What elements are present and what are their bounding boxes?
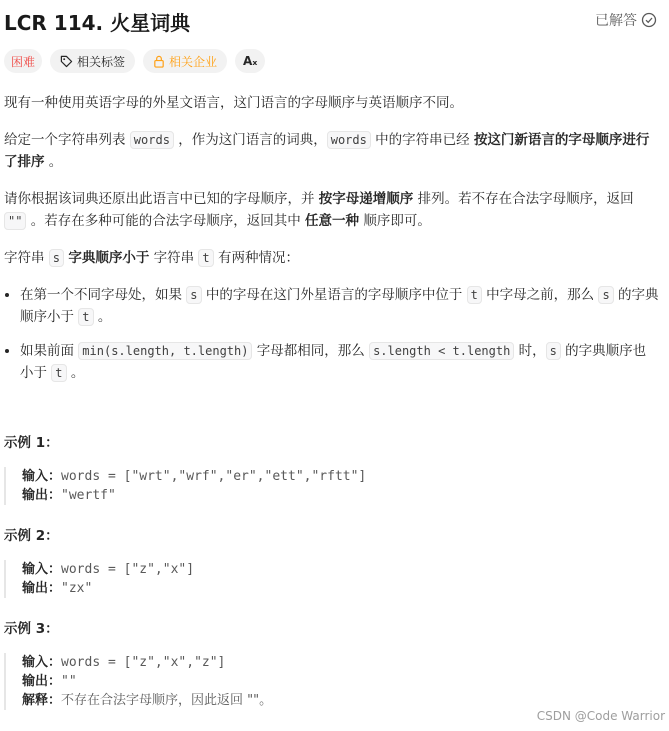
inline-code: t xyxy=(198,249,213,267)
check-circle-icon xyxy=(641,12,657,28)
inline-code: t xyxy=(78,308,93,326)
text: 。 xyxy=(66,365,85,381)
text: 时， xyxy=(514,343,546,359)
watermark: CSDN @Code Warrior xyxy=(536,709,665,723)
translate-icon: Aₓ xyxy=(243,54,258,68)
example-3-output: "" xyxy=(61,674,77,689)
text: 给定一个字符串列表 xyxy=(4,132,130,148)
text: 中的字符串已经 xyxy=(370,132,474,148)
topics-tag-label: 相关标签 xyxy=(77,54,126,69)
example-3-input: words = ["z","x","z"] xyxy=(61,655,226,670)
text: 的字典顺序也小于 xyxy=(20,343,647,381)
example-3-explanation: 不存在合法字母顺序，因此返回 ""。 xyxy=(61,693,273,708)
inline-code: t xyxy=(51,364,66,382)
inline-code: s.length < t.length xyxy=(369,342,514,360)
solved-label: 已解答 xyxy=(595,13,637,29)
inline-code: s xyxy=(49,249,64,267)
text: 有两种情况： xyxy=(213,250,299,266)
explain-label: 解释： xyxy=(22,693,62,708)
companies-tag-button[interactable] xyxy=(143,49,227,73)
companies-tag-label: 相关企业 xyxy=(169,54,218,69)
text: 字母都相同，那么 xyxy=(252,343,370,359)
desc-paragraph-1: 现有一种使用英语字母的外星文语言，这门语言的字母顺序与英语顺序不同。 xyxy=(4,95,463,111)
text: 如果前面 xyxy=(20,343,79,359)
text: 。若存在多种可能的合法字母顺序，返回其中 xyxy=(26,213,306,229)
inline-code: s xyxy=(546,342,561,360)
example-1-input: words = ["wrt","wrf","er","ett","rftt"] xyxy=(61,469,367,484)
example-2-block xyxy=(4,560,194,598)
input-label: 输入： xyxy=(22,655,62,670)
input-label: 输入： xyxy=(22,562,62,577)
example-2-output: "zx" xyxy=(61,581,93,596)
text: 字符串 xyxy=(149,250,199,266)
desc-paragraph-2 xyxy=(4,129,659,173)
desc-paragraph-4 xyxy=(4,247,659,269)
example-3-title: 示例 3： xyxy=(4,621,59,637)
output-label: 输出： xyxy=(22,581,62,596)
text: 中的字母在这门外星语言的字母顺序中位于 xyxy=(201,287,467,303)
rule-item-1 xyxy=(20,284,659,328)
inline-code: min(s.length, t.length) xyxy=(78,342,252,360)
lock-icon xyxy=(153,55,165,68)
bold-text: 任意一种 xyxy=(305,213,360,229)
example-1-output: "wertf" xyxy=(61,488,116,503)
difficulty-badge[interactable]: 困难 xyxy=(4,49,42,73)
bold-text: 按字母递增顺序 xyxy=(318,191,414,207)
text: 排列。若不存在合法字母顺序，返回 xyxy=(413,191,634,207)
text: 。 xyxy=(44,154,63,170)
example-1-title: 示例 1： xyxy=(4,435,59,451)
example-2-title: 示例 2： xyxy=(4,528,59,544)
text: 中字母之前，那么 xyxy=(481,287,599,303)
problem-header xyxy=(4,0,659,40)
text: 字符串 xyxy=(4,250,49,266)
problem-title: LCR 114. 火星词典 xyxy=(4,10,191,35)
tag-icon xyxy=(60,55,73,68)
text: 。 xyxy=(93,309,112,325)
text: 请你根据该词典还原出此语言中已知的字母顺序，并 xyxy=(4,191,319,207)
bold-text: 按这门新语言的字母顺序进行了排序 xyxy=(4,132,650,170)
inline-code: words xyxy=(130,131,174,149)
translate-button[interactable] xyxy=(235,49,265,73)
text: ，作为这门语言的词典， xyxy=(173,132,327,148)
example-1-block xyxy=(4,467,366,505)
inline-code: t xyxy=(467,286,482,304)
text: 在第一个不同字母处，如果 xyxy=(20,287,187,303)
topics-tag-button[interactable] xyxy=(50,49,135,73)
example-3-block xyxy=(4,653,272,710)
rule-item-2 xyxy=(20,340,659,384)
inline-code: s xyxy=(186,286,201,304)
bold-text: 字典顺序小于 xyxy=(68,250,150,266)
example-2-input: words = ["z","x"] xyxy=(61,562,195,577)
output-label: 输出： xyxy=(22,674,62,689)
text: 的字典顺序小于 xyxy=(20,287,659,325)
tag-bar xyxy=(4,49,659,73)
text: 顺序即可。 xyxy=(359,213,431,229)
rule-list xyxy=(4,284,659,384)
input-label: 输入： xyxy=(22,469,62,484)
inline-code: "" xyxy=(4,212,26,230)
problem-description xyxy=(4,92,659,384)
output-label: 输出： xyxy=(22,488,62,503)
solved-status xyxy=(595,10,657,30)
inline-code: s xyxy=(598,286,613,304)
inline-code: words xyxy=(327,131,371,149)
desc-paragraph-3 xyxy=(4,188,659,232)
